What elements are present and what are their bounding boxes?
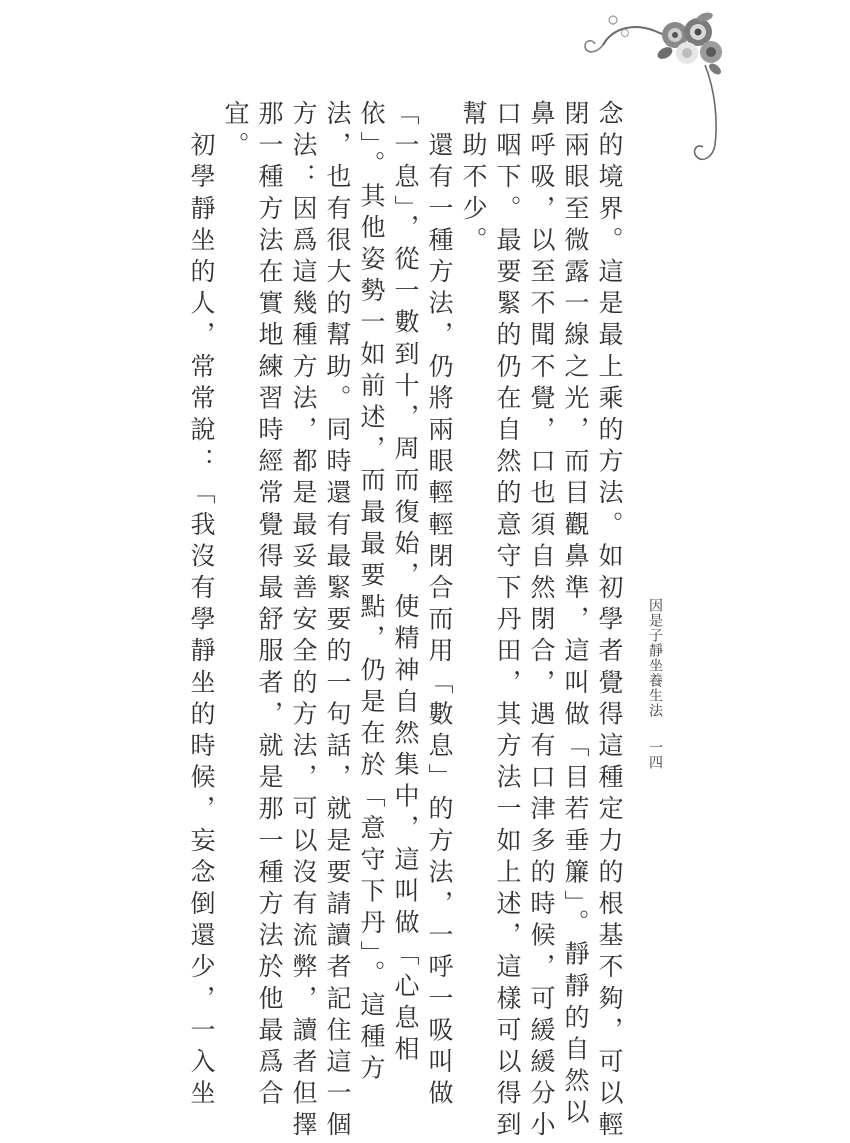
text-column-2: 閉兩眼至微露一線之光，而目觀鼻準，這叫做「目若垂簾」。靜靜的自然以	[561, 100, 590, 1131]
text-column-1: 念的境界。這是最上乘的方法。如初學者覺得這種定力的根基不夠，可以輕	[595, 100, 624, 1143]
text-column-12: 宜。	[221, 100, 250, 164]
text-column-6: 還有一種方法，仍將兩眼輕輕閉合而用「數息」的方法，一呼一吸叫做	[425, 100, 454, 1112]
page-number: 一四	[647, 740, 663, 770]
vertical-body-text	[184, 100, 626, 1143]
text-column-5: 幫助不少。	[459, 100, 488, 258]
text-column-8: 依」。其他姿勢一如前述，而最最要點，仍是在於「意守下丹」。這種方	[357, 100, 386, 1087]
text-column-9: 法，也有很大的幫助。同時還有最緊要的一句話，就是要請讀者記住這一個	[323, 100, 352, 1143]
running-head	[644, 598, 666, 770]
text-column-7: 「一息」，從一數到十，周而復始，使精神自然集中，這叫做「心息相	[391, 100, 420, 1068]
text-column-4: 口咽下。最要緊的仍在自然的意守下丹田，其方法一如上述，這樣可以得到	[493, 100, 522, 1143]
book-title: 因是子靜坐養生法	[647, 598, 663, 718]
text-column-13: 初學靜坐的人，常常說：「我沒有學靜坐的時候，妄念倒還少，一入坐	[187, 100, 216, 1112]
text-column-10: 方法：因爲這幾種方法，都是最妥善安全的方法，可以沒有流弊，讀者但擇	[289, 100, 318, 1143]
text-column-3: 鼻呼吸，以至不聞不覺，口也須自然閉合，遇有口津多的時候，可緩緩分小	[527, 100, 556, 1143]
text-column-11: 那一種方法在實地練習時經常覺得最舒服者，就是那一種方法於他最爲合	[255, 100, 284, 1112]
